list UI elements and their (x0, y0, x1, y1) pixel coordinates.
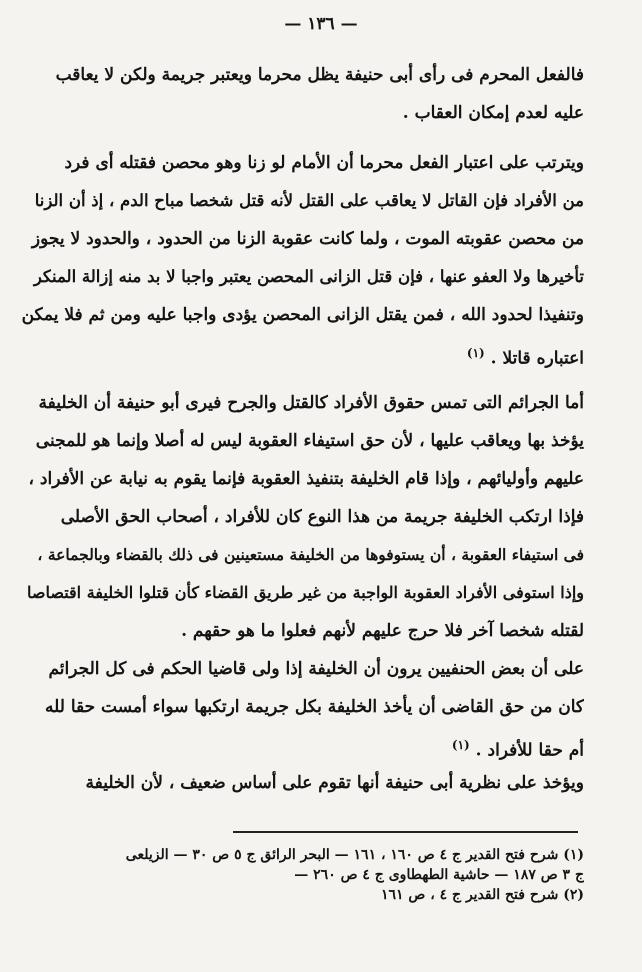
text-line (22, 726, 584, 764)
text-line: لقتله شخصا آخر فلا حرج عليهم لأنهم فعلوا ما هو حقهم . (181, 621, 584, 641)
text-line: من محصن عقوبته الموت ، ولما كانت عقوبة الزنا من الحدود ، والحدود لا يجوز (31, 229, 584, 249)
text-line: فى استيفاء العقوبة ، أن يستوفوها من الخليفة مستعينين فى ذلك بالقضاء وبالجماعة ، (37, 545, 584, 564)
footnote-line: (١) شرح فتح القدير ج ٤ ص ١٦٠ ، ١٦١ — البحر الرائق ج ٥ ص ٣٠ — الزيلعى (125, 847, 584, 863)
paragraph-5 (22, 764, 584, 802)
paragraph-4 (22, 650, 584, 764)
paragraph-1 (22, 56, 584, 132)
text-line: عليه لعدم إمكان العقاب . (402, 103, 584, 123)
paragraph-2 (22, 144, 584, 372)
text-line: عليهم وأوليائهم ، وإذا قام الخليفة بتنفيذ العقوبة فإنما يقوم به نيابة عن الأفراد ، (28, 469, 584, 489)
text-line: فإذا ارتكب الخليفة جريمة من هذا النوع كان للأفراد ، أصحاب الحق الأصلى (60, 507, 584, 527)
text-line: يؤخذ بها ويعاقب عليها ، لأن حق استيفاء العقوبة ليس له أصلا وإنما هو للمجنى (35, 431, 584, 451)
text-line (22, 334, 584, 372)
text-fragment: اعتباره قاتلا . (490, 348, 584, 369)
text-line: من الأفراد فإن القاتل لا يعاقب على القتل لأنه قتل شخصا مباح الدم ، إذ أن الزنا (34, 191, 584, 210)
text-fragment: أم حقا للأفراد . (475, 740, 584, 761)
footnote-line: ج ٣ ص ١٨٧ — حاشية الطهطاوى ج ٤ ص ٢٦٠ — (294, 867, 584, 883)
text-line: أما الجرائم التى تمس حقوق الأفراد كالقتل والجرح فيرى أبو حنيفة أن الخليفة (38, 393, 584, 413)
body-text (22, 56, 584, 802)
footnote-divider (233, 831, 578, 833)
text-line: كان من حق القاضى أن يأخذ الخليفة بكل جريمة ارتكبها سواء أمست حقا لله (44, 697, 584, 717)
text-line: ويؤخذ على نظرية أبى حنيفة أنها تقوم على أساس ضعيف ، لأن الخليفة (85, 773, 584, 793)
text-line: تأخيرها ولا العفو عنها ، فإن قتل الزانى المحصن يعتبر واجبا لا بد منه إزالة المنكر (33, 267, 584, 286)
footnote-line: (٢) شرح فتح القدير ج ٤ ، ص ١٦١ (380, 887, 584, 903)
footnote-marker: (١) (451, 738, 470, 752)
paragraph-3 (22, 384, 584, 650)
text-line: وإذا استوفى الأفراد العقوبة الواجبة من غير طريق القضاء كأن قتلوا الخليفة اقتصاصا (26, 583, 584, 602)
text-line: على أن بعض الحنفيين يرون أن الخليفة إذا ولى قاضيا الحكم فى كل الجرائم (48, 659, 584, 679)
text-line: وتنفيذا لحدود الله ، فمن يقتل الزانى المحصن يؤدى واجبا عليه ومن ثم فلا يمكن (22, 305, 584, 325)
text-line: ويترتب على اعتبار الفعل محرما أن الأمام لو زنا وهو محصن فقتله أى فرد (64, 153, 584, 173)
footnote-marker: (١) (466, 346, 485, 360)
footnotes (22, 845, 584, 905)
text-line: فالفعل المحرم فى رأى أبى حنيفة يظل محرما ويعتبر جريمة ولكن لا يعاقب (55, 65, 584, 85)
page-number: — ١٣٦ — (284, 14, 358, 34)
